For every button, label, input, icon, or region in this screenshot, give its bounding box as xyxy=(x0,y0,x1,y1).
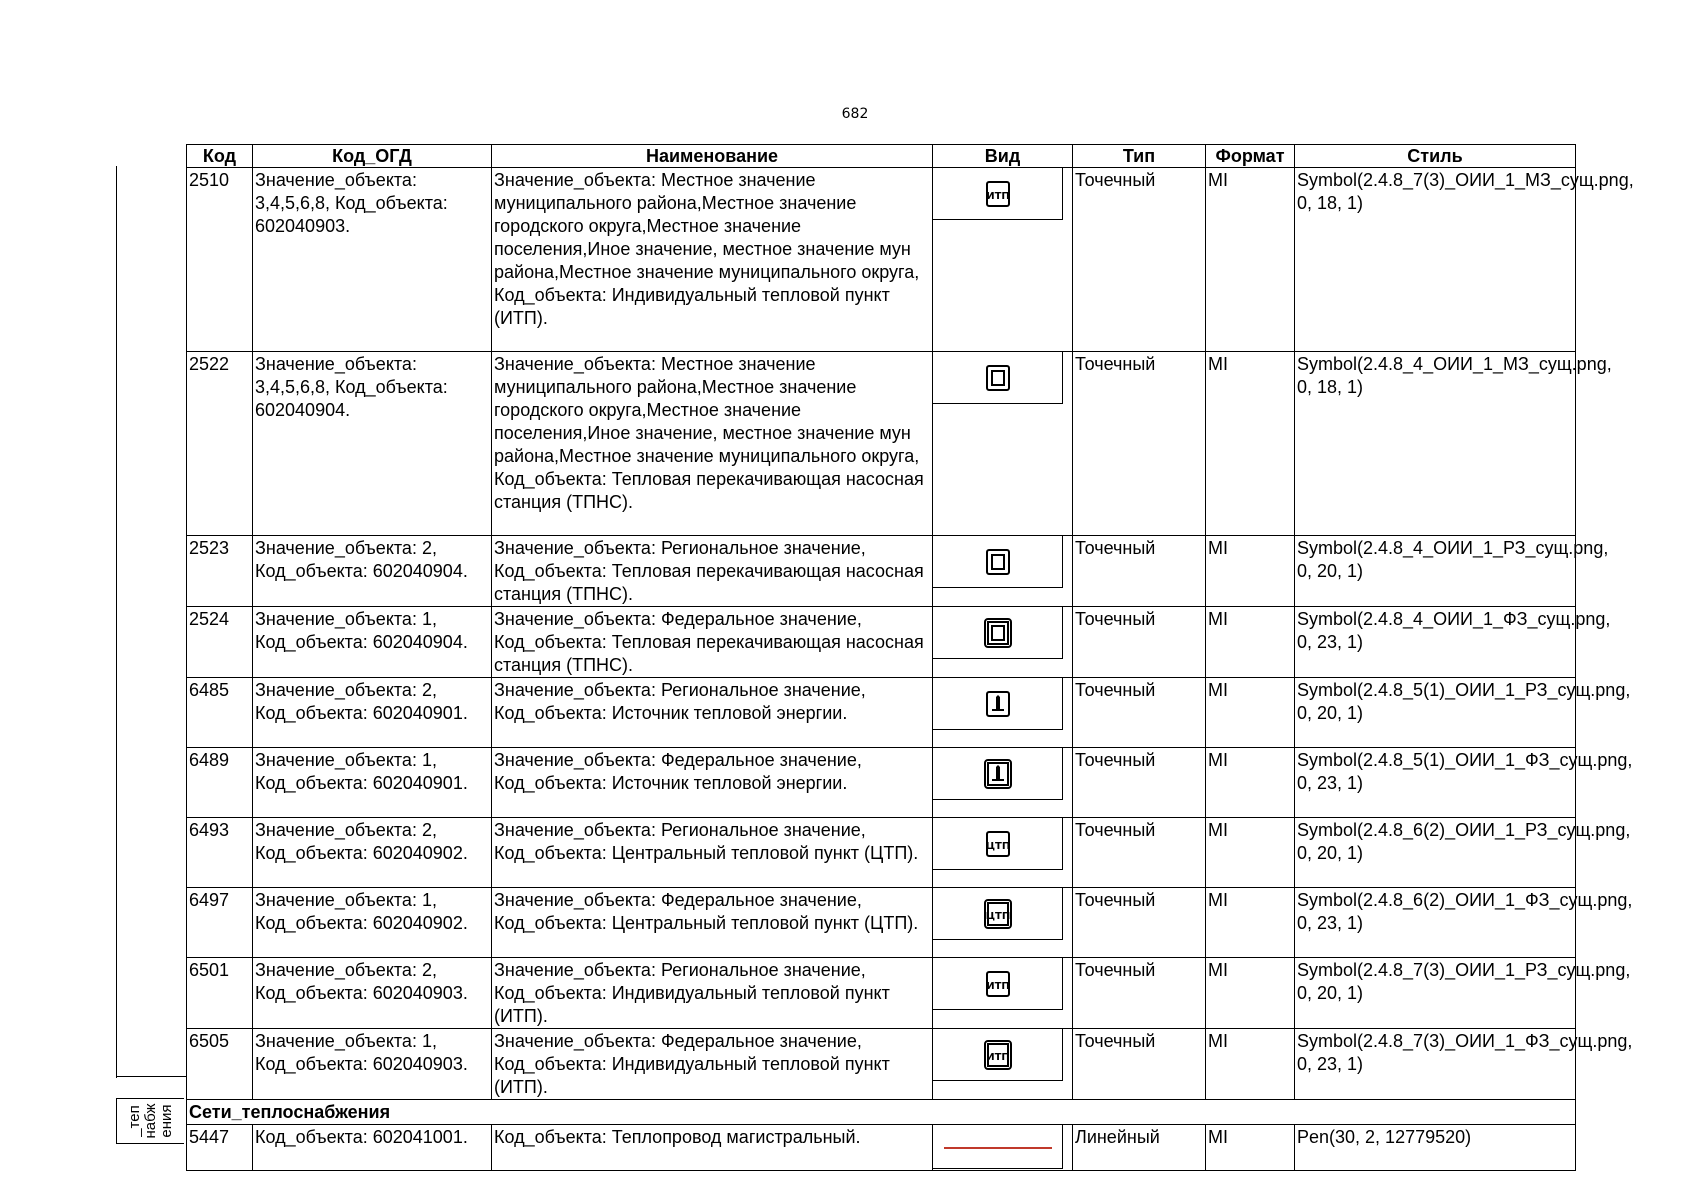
cell-format: MI xyxy=(1206,818,1295,888)
heat-source-federal-icon xyxy=(933,748,1063,800)
cell-tip: Точечный xyxy=(1073,818,1206,888)
cell-kod-ogd: Значение_объекта: 2, Код_объекта: 602040901. xyxy=(253,678,492,748)
cell-format: MI xyxy=(1206,888,1295,958)
cell-name: Значение_объекта: Региональное значение, Код_объекта: Индивидуальный тепловой пункт (ИТП). xyxy=(492,958,933,1029)
cell-kod: 2522 xyxy=(187,352,253,536)
cell-kod: 2523 xyxy=(187,536,253,607)
cell-kod: 6497 xyxy=(187,888,253,958)
cell-style: Symbol(2.4.8_4_ОИИ_1_РЗ_сущ.png, 0, 20, 1) xyxy=(1295,536,1576,607)
header-vid: Вид xyxy=(933,145,1073,168)
itp-icon xyxy=(933,958,1063,1010)
cell-name: Значение_объекта: Региональное значение, Код_объекта: Источник тепловой энергии. xyxy=(492,678,933,748)
cell-kod-ogd: Значение_объекта: 1, Код_объекта: 602040903. xyxy=(253,1029,492,1100)
cell-kod-ogd: Значение_объекта: 3,4,5,6,8, Код_объекта: 602040903. xyxy=(253,168,492,352)
heat-source-icon xyxy=(933,678,1063,730)
itp-icon xyxy=(933,168,1063,220)
cell-style: Pen(30, 2, 12779520) xyxy=(1295,1125,1576,1171)
header-tip: Тип xyxy=(1073,145,1206,168)
svg-text:ЦТП: ЦТП xyxy=(985,840,1010,852)
table-row xyxy=(187,352,1576,536)
cell-format: MI xyxy=(1206,958,1295,1029)
itp-federal-icon xyxy=(933,1029,1063,1081)
header-name: Наименование xyxy=(492,145,933,168)
cell-kod: 6505 xyxy=(187,1029,253,1100)
cell-vid xyxy=(933,1029,1073,1100)
cell-kod: 6489 xyxy=(187,748,253,818)
ctp-icon xyxy=(933,818,1063,870)
cell-kod-ogd: Значение_объекта: 3,4,5,6,8, Код_объекта: 602040904. xyxy=(253,352,492,536)
cell-tip: Точечный xyxy=(1073,607,1206,678)
table-row xyxy=(187,958,1576,1029)
cell-style: Symbol(2.4.8_7(3)_ОИИ_1_РЗ_сущ.png, 0, 20, 1) xyxy=(1295,958,1576,1029)
cell-name: Значение_объекта: Местное значение муниципального района,Местное значение городского округа,Местное значение поселения,Иное значение, местное значение мун района,Местное значение муниципального округа, Код_объекта: Тепловая перекачивающая насосная станция (ТПНС). xyxy=(492,352,933,536)
cell-tip: Линейный xyxy=(1073,1125,1206,1171)
section-divider-line xyxy=(116,1076,186,1077)
cell-name: Значение_объекта: Федеральное значение, Код_объекта: Центральный тепловой пункт (ЦТП). xyxy=(492,888,933,958)
cell-vid xyxy=(933,536,1073,607)
symbol-table xyxy=(186,144,1634,1171)
cell-format: MI xyxy=(1206,678,1295,748)
tpns-icon xyxy=(933,352,1063,404)
cell-style: Symbol(2.4.8_4_ОИИ_1_МЗ_сущ.png, 0, 18, 1) xyxy=(1295,352,1576,536)
cell-kod-ogd: Значение_объекта: 2, Код_объекта: 602040903. xyxy=(253,958,492,1029)
cell-name: Значение_объекта: Федеральное значение, Код_объекта: Индивидуальный тепловой пункт (ИТП). xyxy=(492,1029,933,1100)
section-row xyxy=(187,1100,1576,1125)
tpns-icon xyxy=(933,536,1063,588)
table-row xyxy=(187,168,1576,352)
cell-style: Symbol(2.4.8_6(2)_ОИИ_1_РЗ_сущ.png, 0, 20, 1) xyxy=(1295,818,1576,888)
cell-tip: Точечный xyxy=(1073,536,1206,607)
cell-style: Symbol(2.4.8_4_ОИИ_1_ФЗ_сущ.png, 0, 23, 1) xyxy=(1295,607,1576,678)
cell-kod: 5447 xyxy=(187,1125,253,1171)
cell-format: MI xyxy=(1206,748,1295,818)
cell-style: Symbol(2.4.8_5(1)_ОИИ_1_ФЗ_сущ.png, 0, 23, 1) xyxy=(1295,748,1576,818)
cell-format: MI xyxy=(1206,168,1295,352)
cell-vid xyxy=(933,607,1073,678)
cell-tip: Точечный xyxy=(1073,1029,1206,1100)
table-row xyxy=(187,536,1576,607)
cell-kod: 2524 xyxy=(187,607,253,678)
cell-kod-ogd: Значение_объекта: 1, Код_объекта: 602040904. xyxy=(253,607,492,678)
cell-name: Значение_объекта: Региональное значение, Код_объекта: Тепловая перекачивающая насосная станция (ТПНС). xyxy=(492,536,933,607)
cell-kod-ogd: Значение_объекта: 1, Код_объекта: 602040901. xyxy=(253,748,492,818)
cell-tip: Точечный xyxy=(1073,748,1206,818)
cell-kod-ogd: Код_объекта: 602041001. xyxy=(253,1125,492,1171)
cell-vid xyxy=(933,958,1073,1029)
cell-tip: Точечный xyxy=(1073,958,1206,1029)
cell-format: MI xyxy=(1206,352,1295,536)
cell-kod-ogd: Значение_объекта: 2, Код_объекта: 602040904. xyxy=(253,536,492,607)
cell-tip: Точечный xyxy=(1073,888,1206,958)
header-format: Формат xyxy=(1206,145,1295,168)
cell-vid xyxy=(933,748,1073,818)
cell-name: Значение_объекта: Региональное значение, Код_объекта: Центральный тепловой пункт (ЦТП). xyxy=(492,818,933,888)
cell-name: Значение_объекта: Федеральное значение, Код_объекта: Источник тепловой энергии. xyxy=(492,748,933,818)
table-row xyxy=(187,678,1576,748)
ctp-federal-icon xyxy=(933,888,1063,940)
header-style: Стиль xyxy=(1295,145,1576,168)
cell-style: Symbol(2.4.8_7(3)_ОИИ_1_ФЗ_сущ.png, 0, 23, 1) xyxy=(1295,1029,1576,1100)
cell-kod: 6501 xyxy=(187,958,253,1029)
table-row xyxy=(187,888,1576,958)
section-side-label: _теп набж ения xyxy=(116,1098,184,1144)
cell-tip: Точечный xyxy=(1073,678,1206,748)
cell-vid xyxy=(933,888,1073,958)
table-row xyxy=(187,1125,1576,1171)
cell-format: MI xyxy=(1206,1125,1295,1171)
page-number: 682 xyxy=(841,106,869,122)
table-row xyxy=(187,818,1576,888)
cell-name: Код_объекта: Теплопровод магистральный. xyxy=(492,1125,933,1171)
cell-name: Значение_объекта: Местное значение муниципального района,Местное значение городского округа,Местное значение поселения,Иное значение, местное значение мун района,Местное значение муниципального округа, Код_объекта: Индивидуальный тепловой пункт (ИТП). xyxy=(492,168,933,352)
cell-vid xyxy=(933,678,1073,748)
table-row xyxy=(187,1029,1576,1100)
cell-style: Symbol(2.4.8_7(3)_ОИИ_1_МЗ_сущ.png, 0, 18, 1) xyxy=(1295,168,1576,352)
cell-kod-ogd: Значение_объекта: 2, Код_объекта: 602040902. xyxy=(253,818,492,888)
cell-vid xyxy=(933,1125,1073,1171)
table-row xyxy=(187,748,1576,818)
cell-style: Symbol(2.4.8_6(2)_ОИИ_1_ФЗ_сущ.png, 0, 23, 1) xyxy=(1295,888,1576,958)
cell-kod: 6493 xyxy=(187,818,253,888)
svg-text:ИТП: ИТП xyxy=(985,1051,1010,1063)
red-line-icon xyxy=(933,1125,1063,1169)
svg-text:ИТП: ИТП xyxy=(985,190,1010,202)
cell-format: MI xyxy=(1206,536,1295,607)
tpns-federal-icon xyxy=(933,607,1063,659)
cell-vid xyxy=(933,168,1073,352)
table-header-row xyxy=(187,145,1576,168)
cell-vid xyxy=(933,818,1073,888)
cell-format: MI xyxy=(1206,607,1295,678)
svg-text:ИТП: ИТП xyxy=(985,980,1010,992)
cell-kod-ogd: Значение_объекта: 1, Код_объекта: 602040902. xyxy=(253,888,492,958)
svg-text:ЦТП: ЦТП xyxy=(985,910,1010,922)
cell-kod: 6485 xyxy=(187,678,253,748)
cell-name: Значение_объекта: Федеральное значение, Код_объекта: Тепловая перекачивающая насосная станция (ТПНС). xyxy=(492,607,933,678)
cell-format: MI xyxy=(1206,1029,1295,1100)
section-title: Сети_теплоснабжения xyxy=(187,1100,1576,1125)
cell-kod: 2510 xyxy=(187,168,253,352)
header-kod: Код xyxy=(187,145,253,168)
cell-vid xyxy=(933,352,1073,536)
left-margin-line xyxy=(116,166,117,1078)
table-row xyxy=(187,607,1576,678)
cell-tip: Точечный xyxy=(1073,168,1206,352)
cell-tip: Точечный xyxy=(1073,352,1206,536)
cell-style: Symbol(2.4.8_5(1)_ОИИ_1_РЗ_сущ.png, 0, 20, 1) xyxy=(1295,678,1576,748)
header-kod-ogd: Код_ОГД xyxy=(253,145,492,168)
